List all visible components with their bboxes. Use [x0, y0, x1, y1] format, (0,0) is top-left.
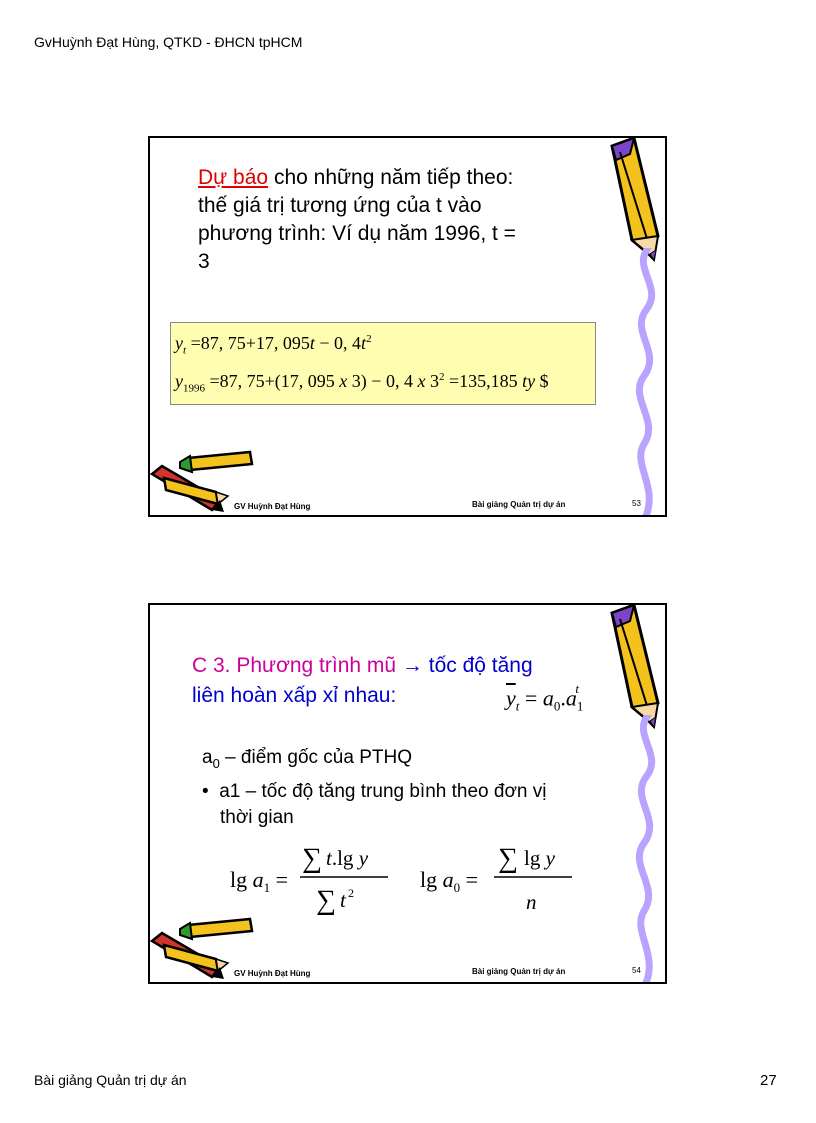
svg-text:lg a1 =: $\lg a_1$ = — [230, 867, 289, 895]
bullet-item: • a1 – tốc độ tăng trung bình theo đơn vị — [202, 780, 547, 802]
slide-footer-course: Bài giảng Quản trị dự án — [472, 500, 566, 509]
svg-text:∑: ∑ — [302, 843, 322, 874]
svg-text:lg y: lg y — [524, 846, 555, 870]
decorative-squiggle-icon — [628, 715, 667, 984]
svg-text:t.lg y: t.lg y — [326, 846, 369, 870]
slide-number: 54 — [632, 966, 641, 975]
pencil-icon — [582, 138, 667, 263]
equation-trend: $y_t =87$, 75+17, 095t − 0, $4t^2$ — [175, 333, 372, 357]
svg-text:t: t — [340, 888, 346, 912]
a0-definition: $a_0$ – điểm gốc của PTHQ — [202, 747, 413, 771]
page-number: 27 — [760, 1072, 777, 1089]
slide-footer-author: GV Huỳnh Đạt Hùng — [234, 502, 311, 511]
formula-lg-a1 — [230, 837, 410, 923]
equation-1996: $y_{1996} =87$, 75+(17, 095 x 3) − 0, 4 x $3^2 =135,185$ ty $ — [175, 371, 549, 395]
bullet-item-cont: thời gian — [220, 806, 294, 828]
a0-definition-text: – điểm gốc của PTHQ — [219, 747, 413, 768]
slide-number: 53 — [632, 499, 641, 508]
pencil-icon — [582, 605, 667, 730]
body-text-rest: cho những năm tiếp theo: thế giá trị tương ứng của t vào phương trình: Ví dụ năm 1996, t = 3 — [198, 166, 516, 273]
decorative-squiggle-icon — [628, 248, 667, 517]
exponential-equation: $\overline{y}_t = a_0.a_1^t$ — [506, 681, 584, 714]
title-part-b: tốc độ tăng — [422, 654, 533, 677]
equation-box — [170, 322, 596, 405]
slide-body-text — [198, 164, 528, 276]
arrow-icon: → — [401, 654, 423, 677]
slide-title — [192, 651, 533, 711]
bullet-line-1: a1 – tốc độ tăng trung bình theo đơn vị — [219, 780, 547, 802]
highlight-term: Dự báo — [198, 166, 269, 189]
formula-lg-a0 — [420, 837, 580, 923]
title-line-2: liên hoàn xấp xỉ nhau: — [192, 684, 397, 707]
svg-text:n: n — [526, 890, 537, 914]
a0-subscript: 0 — [212, 755, 220, 771]
title-part-a: C 3. Phương trình mũ — [192, 654, 402, 677]
svg-text:2: 2 — [348, 886, 354, 900]
page-header: GvHuỳnh Đạt Hùng, QTKD - ĐHCN tpHCM — [34, 34, 303, 50]
slide-53 — [148, 136, 667, 517]
slide-footer-course: Bài giảng Quản trị dự án — [472, 967, 566, 976]
svg-text:∑: ∑ — [316, 885, 336, 916]
svg-text:lg a0 =: $\lg a_0$ = — [420, 867, 479, 895]
slide-footer-author: GV Huỳnh Đạt Hùng — [234, 969, 311, 978]
svg-text:∑: ∑ — [498, 843, 518, 874]
page-footer-course: Bài giảng Quản trị dự án — [34, 1072, 187, 1088]
slide-54 — [148, 603, 667, 984]
definition-list — [202, 745, 546, 831]
